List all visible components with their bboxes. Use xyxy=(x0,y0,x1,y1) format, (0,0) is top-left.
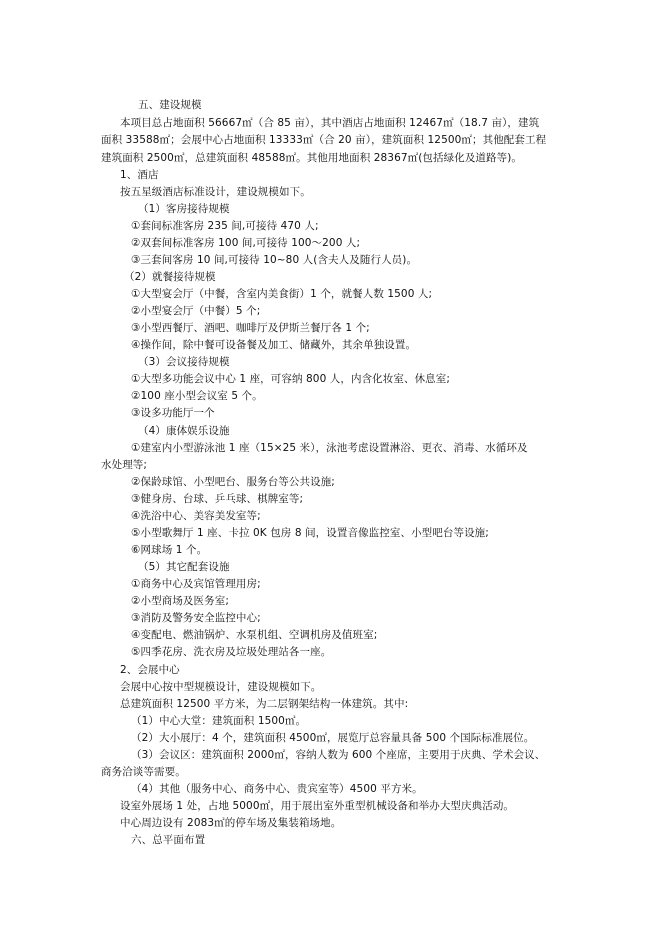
rooms-item: ③三套间客房 10 间,可接待 10~80 人(含夫人及随行人员)。 xyxy=(131,254,418,266)
other-facilities-item: ①商务中心及宾馆管理用房; xyxy=(131,578,261,590)
expo-title: 2、会展中心 xyxy=(120,664,180,676)
expo-outdoor-line-2: 中心周边设有 2083㎡的停车场及集装箱场地。 xyxy=(120,817,342,829)
dining-title: （2）就餐接待规模 xyxy=(124,271,216,283)
other-facilities-item: ③消防及警务安全监控中心; xyxy=(131,612,261,624)
hotel-desc: 按五星级酒店标准设计，建设规模如下。 xyxy=(120,186,311,198)
dining-item: ④操作间，除中餐可设备餐及加工、储藏外，其余单独设置。 xyxy=(131,339,417,351)
other-facilities-item: ④变配电、燃油锅炉、水泵机组、空调机房及值班室; xyxy=(131,629,378,641)
hotel-title: 1、酒店 xyxy=(120,169,159,181)
expo-item-4: （4）其他（服务中心、商务中心、贵宾室等）4500 平方米。 xyxy=(131,783,423,795)
fitness-item: ⑤小型歌舞厅 1 座、卡拉 0K 包房 8 间，设置音像监控室、小型吧台等设施; xyxy=(131,527,489,539)
meeting-item: ③设多功能厅一个 xyxy=(131,407,215,419)
fitness-item: ⑥网球场 1 个。 xyxy=(131,544,208,556)
other-facilities-title: （5）其它配套设施 xyxy=(138,561,230,573)
section-heading-site-plan: 六、总平面布置 xyxy=(131,834,206,846)
dining-item: ②小型宴会厅（中餐）5 个; xyxy=(131,305,261,317)
expo-desc-1: 会展中心按中型规模设计，建设规模如下。 xyxy=(120,681,322,693)
expo-item-3: （3）会议区：建筑面积 2000㎡，容纳人数为 600 个座席，主要用于庆典、学术会议、 xyxy=(131,749,546,761)
fitness-item-1-cont: 水处理等; xyxy=(101,459,148,471)
meeting-title: （3）会议接待规模 xyxy=(138,356,230,368)
other-facilities-item: ⑤四季花房、洗衣房及垃圾处理站各一座。 xyxy=(131,646,332,658)
intro-line-1: 本项目总占地面积 56667㎡（合 85 亩），其中酒店占地面积 12467㎡（18.7 亩），建筑 xyxy=(120,117,540,129)
fitness-item: ④洗浴中心、美容美发室等; xyxy=(131,510,261,522)
section-heading-construction-scale: 五、建设规模 xyxy=(138,99,202,111)
rooms-title: （1）客房接待规模 xyxy=(138,203,230,215)
fitness-item: ②保龄球馆、小型吧台、服务台等公共设施; xyxy=(131,476,335,488)
rooms-item: ②双套间标准客房 100 间,可接待 100～200 人; xyxy=(131,237,361,249)
fitness-item: ③健身房、台球、乒乓球、棋牌室等; xyxy=(131,493,304,505)
dining-item: ①大型宴会厅（中餐，含室内美食街）1 个，就餐人数 1500 人; xyxy=(131,288,433,300)
meeting-item: ①大型多功能会议中心 1 座，可容纳 800 人，内含化妆室、休息室; xyxy=(131,373,451,385)
expo-item-3-cont: 商务洽谈等需要。 xyxy=(101,766,186,778)
fitness-item-1: ①建室内小型游泳池 1 座（15×25 米），泳池考虑设置淋浴、更衣、消毒、水循环及 xyxy=(131,442,528,454)
dining-item: ③小型西餐厅、酒吧、咖啡厅及伊斯兰餐厅各 1 个; xyxy=(131,322,370,334)
intro-line-2: 面积 33588㎡；会展中心占地面积 13333㎡（合 20 亩），建筑面积 12500㎡；其他配套工程 xyxy=(101,134,547,146)
expo-desc-2: 总建筑面积 12500 平方米，为二层钢架结构一体建筑。其中: xyxy=(120,698,409,710)
expo-outdoor-line-1: 设室外展场 1 处，占地 5000㎡，用于展出室外重型机械设备和举办大型庆典活动。 xyxy=(120,800,515,812)
rooms-item: ①套间标准客房 235 间,可接待 470 人; xyxy=(131,220,319,232)
expo-item: （1）中心大堂：建筑面积 1500㎡。 xyxy=(131,715,307,727)
expo-item: （2）大小展厅：4 个，建筑面积 4500㎡，展览厅总容量具备 500 个国际标准展位。 xyxy=(131,732,535,744)
other-facilities-item: ②小型商场及医务室; xyxy=(131,595,229,607)
meeting-item: ②100 座小型会议室 5 个。 xyxy=(131,390,263,402)
fitness-title: （4）康体娱乐设施 xyxy=(138,425,230,437)
intro-line-3: 建筑面积 2500㎡，总建筑面积 48588㎡。其他用地面积 28367㎡(包括绿化及道路等)。 xyxy=(101,152,523,164)
